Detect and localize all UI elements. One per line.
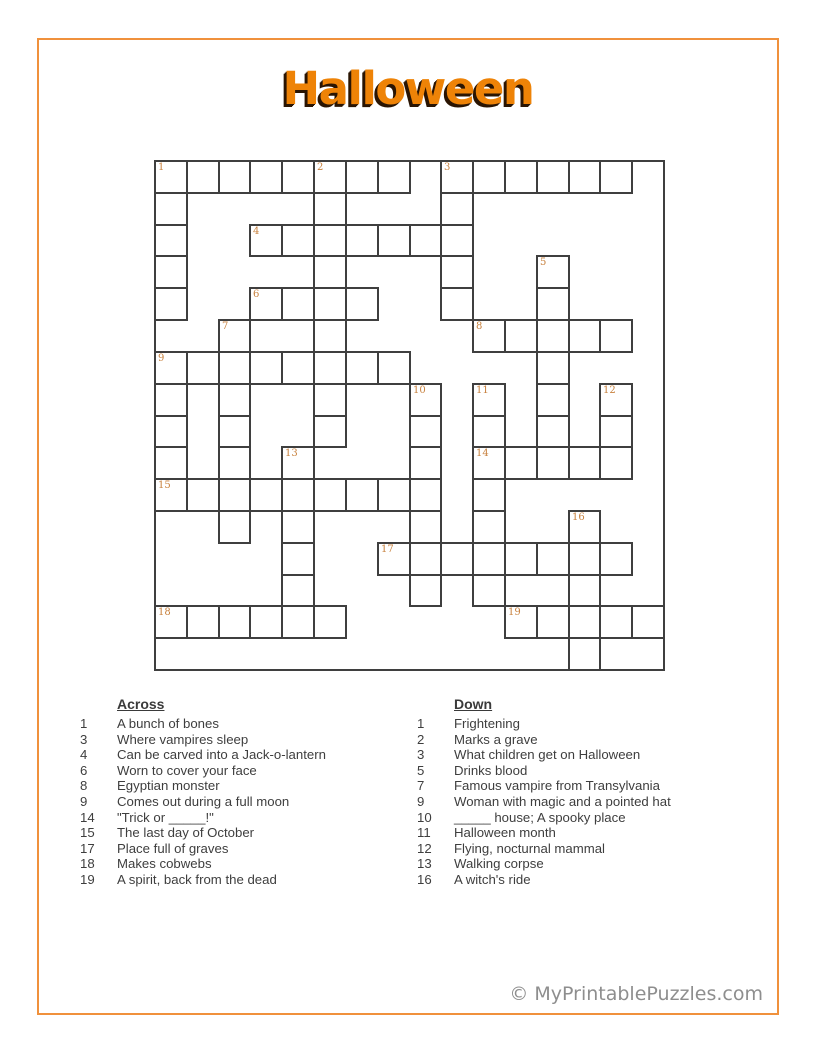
grid-cell[interactable] (249, 287, 283, 321)
grid-cell[interactable] (472, 510, 506, 544)
clue-text: Flying, nocturnal mammal (454, 840, 605, 856)
grid-cell[interactable] (313, 287, 347, 321)
grid-cell[interactable] (218, 383, 251, 417)
clue-number: 3 (80, 731, 88, 747)
clue-row (417, 778, 767, 794)
grid-cell[interactable] (440, 224, 474, 257)
cell-number: 13 (285, 448, 298, 459)
grid-cell[interactable] (218, 446, 251, 480)
clue-number: 3 (417, 747, 425, 763)
clue-row (417, 794, 767, 810)
grid-cell[interactable] (568, 574, 601, 607)
down-clue-list (417, 716, 767, 888)
cell-number: 7 (222, 321, 229, 332)
clue-text: Egyptian monster (117, 778, 220, 794)
grid-cell[interactable] (472, 478, 506, 512)
grid-cell[interactable] (504, 446, 538, 480)
clue-text: Can be carved into a Jack-o-lantern (117, 747, 326, 763)
grid-cell[interactable] (536, 415, 570, 448)
grid-cell[interactable] (313, 192, 347, 226)
grid-cell[interactable] (186, 351, 220, 385)
grid-cell[interactable] (377, 478, 411, 512)
grid-cell[interactable] (599, 160, 633, 194)
grid-cell[interactable] (281, 574, 315, 607)
grid-cell[interactable] (218, 605, 251, 639)
grid-cell[interactable] (631, 605, 665, 639)
grid-cell[interactable] (218, 319, 251, 353)
grid-cell[interactable] (313, 605, 347, 639)
copyright-text: © MyPrintablePuzzles.com (509, 983, 763, 1005)
grid-cell[interactable] (249, 351, 283, 385)
cell-number: 19 (508, 607, 521, 618)
grid-cell[interactable] (504, 542, 538, 576)
grid-cell[interactable] (409, 383, 442, 417)
grid-cell[interactable] (440, 160, 474, 194)
grid-cell[interactable] (249, 478, 283, 512)
clue-row (417, 856, 767, 872)
grid-cell[interactable] (154, 224, 188, 257)
grid-cell[interactable] (472, 415, 506, 448)
clue-row (80, 841, 420, 857)
clue-text: A bunch of bones (117, 716, 219, 731)
grid-cell[interactable] (568, 160, 601, 194)
grid-cell[interactable] (536, 446, 570, 480)
grid-cell[interactable] (313, 478, 347, 512)
clue-text: Marks a grave (454, 731, 538, 747)
grid-cell[interactable] (218, 510, 251, 544)
grid-cell[interactable] (504, 160, 538, 194)
grid-cell[interactable] (472, 574, 506, 607)
grid-cell[interactable] (281, 160, 315, 194)
grid-cell[interactable] (313, 383, 347, 417)
grid-cell[interactable] (599, 415, 633, 448)
grid-cell[interactable] (536, 255, 570, 289)
cell-number: 14 (476, 448, 489, 459)
grid-cell[interactable] (313, 415, 347, 448)
clue-number: 15 (80, 825, 95, 841)
cell-number: 16 (572, 512, 585, 523)
grid-cell[interactable] (472, 319, 506, 353)
grid-cell[interactable] (440, 255, 474, 289)
clue-text: Where vampires sleep (117, 731, 249, 747)
clue-number: 19 (80, 871, 95, 887)
clue-text: Place full of graves (117, 840, 229, 856)
grid-cell[interactable] (377, 224, 411, 257)
cell-number: 4 (253, 226, 260, 237)
grid-cell[interactable] (568, 510, 601, 544)
clue-text: Frightening (454, 716, 520, 731)
clue-text: Walking corpse (454, 856, 544, 872)
across-heading: Across (117, 696, 165, 712)
cell-number: 8 (476, 321, 483, 332)
grid-cell[interactable] (409, 510, 442, 544)
grid-cell[interactable] (281, 605, 315, 639)
clue-number: 12 (417, 840, 432, 856)
grid-cell[interactable] (536, 542, 570, 576)
clue-text: Makes cobwebs (117, 856, 212, 872)
grid-cell[interactable] (599, 383, 633, 417)
grid-cell[interactable] (409, 415, 442, 448)
cell-number: 15 (158, 480, 171, 491)
clue-text: Worn to cover your face (117, 762, 257, 778)
down-heading: Down (454, 696, 493, 712)
cell-number: 1 (158, 162, 165, 173)
clue-text: Halloween month (454, 825, 556, 841)
clue-number: 1 (80, 716, 88, 731)
grid-cell[interactable] (536, 351, 570, 385)
clue-number: 4 (80, 747, 88, 763)
clue-number: 7 (417, 778, 425, 794)
grid-cell[interactable] (281, 510, 315, 544)
grid-cell[interactable] (154, 383, 188, 417)
clue-row (417, 872, 767, 888)
grid-cell[interactable] (377, 351, 411, 385)
grid-cell[interactable] (186, 605, 220, 639)
clue-number: 17 (80, 840, 95, 856)
grid-cell[interactable] (345, 478, 379, 512)
clue-text: A spirit, back from the dead (117, 871, 277, 887)
grid-cell[interactable] (218, 351, 251, 385)
clue-row (417, 732, 767, 748)
clue-number: 2 (417, 731, 425, 747)
grid-cell[interactable] (409, 542, 442, 576)
grid-cell[interactable] (281, 351, 315, 385)
across-clue-list (80, 716, 420, 888)
grid-cell[interactable] (154, 351, 188, 385)
grid-cell[interactable] (186, 478, 220, 512)
grid-cell[interactable] (345, 224, 379, 257)
clue-row (80, 872, 420, 888)
grid-cell[interactable] (599, 446, 633, 480)
grid-cell[interactable] (409, 478, 442, 512)
grid-cell[interactable] (218, 478, 251, 512)
grid-cell[interactable] (345, 160, 379, 194)
clue-number: 13 (417, 856, 432, 872)
grid-cell[interactable] (313, 255, 347, 289)
clue-row (80, 778, 420, 794)
clue-row (80, 747, 420, 763)
cell-number: 6 (253, 289, 260, 300)
grid-cell[interactable] (281, 542, 315, 576)
grid-cell[interactable] (154, 287, 188, 321)
grid-cell[interactable] (281, 224, 315, 257)
cell-number: 12 (603, 385, 616, 396)
clue-number: 1 (417, 716, 425, 731)
clue-row (80, 732, 420, 748)
clue-number: 11 (417, 825, 431, 841)
grid-cell[interactable] (281, 287, 315, 321)
cell-number: 17 (381, 544, 394, 555)
grid-cell[interactable] (154, 605, 188, 639)
clue-row (80, 810, 420, 826)
grid-cell[interactable] (249, 224, 283, 257)
clue-text: Comes out during a full moon (117, 793, 290, 809)
grid-cell[interactable] (536, 383, 570, 417)
grid-cell[interactable] (536, 287, 570, 321)
clue-number: 5 (417, 762, 425, 778)
clue-row (80, 763, 420, 779)
grid-cell[interactable] (536, 160, 570, 194)
grid-cell[interactable] (599, 319, 633, 353)
grid-cell[interactable] (345, 287, 379, 321)
grid-cell[interactable] (377, 160, 411, 194)
crossword-grid (154, 160, 666, 672)
grid-cell[interactable] (154, 415, 188, 448)
clue-number: 8 (80, 778, 88, 794)
clue-number: 9 (80, 793, 88, 809)
clue-row (80, 794, 420, 810)
clue-text: Famous vampire from Transylvania (454, 778, 660, 794)
grid-cell[interactable] (154, 478, 188, 512)
grid-cell[interactable] (154, 160, 188, 194)
clue-text: Drinks blood (454, 762, 528, 778)
grid-cell[interactable] (345, 351, 379, 385)
cell-number: 11 (476, 385, 489, 396)
clue-row (80, 856, 420, 872)
grid-cell[interactable] (409, 446, 442, 480)
grid-cell[interactable] (472, 446, 506, 480)
clue-row (417, 825, 767, 841)
clue-row (80, 716, 420, 732)
grid-cell[interactable] (186, 160, 220, 194)
cell-number: 3 (444, 162, 451, 173)
clue-number: 18 (80, 856, 95, 872)
grid-cell[interactable] (440, 192, 474, 226)
clue-text: "Trick or _____!" (117, 809, 214, 825)
grid-cell[interactable] (568, 319, 601, 353)
grid-cell[interactable] (568, 637, 601, 671)
grid-cell[interactable] (249, 160, 283, 194)
grid-cell[interactable] (313, 319, 347, 353)
cell-number: 18 (158, 607, 171, 618)
cell-number: 9 (158, 353, 165, 364)
grid-cell[interactable] (154, 446, 188, 480)
clue-row (417, 716, 767, 732)
clue-text: What children get on Halloween (454, 747, 641, 763)
grid-cell[interactable] (154, 255, 188, 289)
grid-cell[interactable] (281, 478, 315, 512)
clue-text: The last day of October (117, 825, 255, 841)
grid-cell[interactable] (313, 224, 347, 257)
down-clues (417, 697, 767, 888)
grid-cell[interactable] (568, 605, 601, 639)
grid-cell[interactable] (599, 605, 633, 639)
grid-cell[interactable] (313, 160, 347, 194)
grid-cell[interactable] (536, 319, 570, 353)
grid-cell[interactable] (599, 542, 633, 576)
grid-cell[interactable] (472, 542, 506, 576)
clue-row (417, 763, 767, 779)
grid-cell[interactable] (409, 574, 442, 607)
clue-row (417, 810, 767, 826)
grid-cell[interactable] (313, 351, 347, 385)
grid-cell[interactable] (281, 446, 315, 480)
grid-cell[interactable] (218, 415, 251, 448)
grid-cell[interactable] (568, 446, 601, 480)
page-title: Halloween (282, 62, 534, 115)
grid-cell[interactable] (440, 287, 474, 321)
clue-text: Woman with magic and a pointed hat (454, 793, 671, 809)
grid-cell[interactable] (472, 383, 506, 417)
cell-number: 2 (317, 162, 324, 173)
grid-cell[interactable] (377, 542, 411, 576)
grid-cell[interactable] (440, 542, 474, 576)
clue-number: 10 (417, 809, 432, 825)
clue-row (417, 747, 767, 763)
cell-number: 5 (540, 257, 547, 268)
grid-cell[interactable] (472, 160, 506, 194)
grid-cell[interactable] (568, 542, 601, 576)
clue-number: 9 (417, 793, 425, 809)
clue-row (417, 841, 767, 857)
clue-number: 14 (80, 809, 95, 825)
grid-cell[interactable] (504, 319, 538, 353)
grid-cell[interactable] (536, 605, 570, 639)
clue-text: A witch's ride (454, 871, 531, 887)
grid-cell[interactable] (409, 224, 442, 257)
grid-cell[interactable] (249, 605, 283, 639)
clue-text: _____ house; A spooky place (454, 809, 626, 825)
grid-cell[interactable] (154, 192, 188, 226)
clue-row (80, 825, 420, 841)
grid-cell[interactable] (218, 160, 251, 194)
across-clues (80, 697, 420, 888)
grid-cell[interactable] (504, 605, 538, 639)
clue-number: 6 (80, 762, 88, 778)
cell-number: 10 (413, 385, 426, 396)
clue-number: 16 (417, 871, 432, 887)
